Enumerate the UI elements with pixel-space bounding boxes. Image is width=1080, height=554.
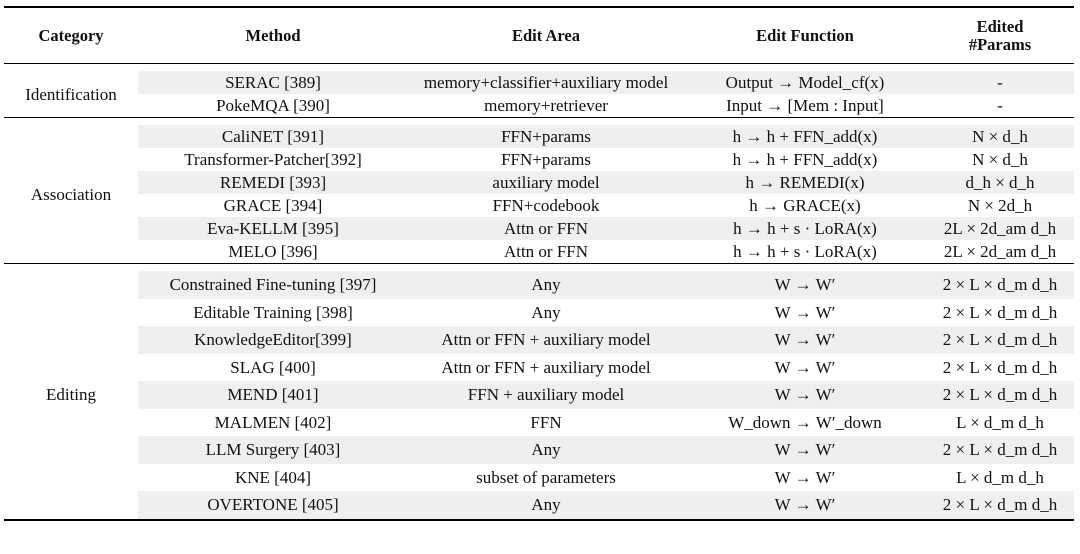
table-row xyxy=(4,217,1074,240)
table-row xyxy=(4,464,1074,492)
edited-params-cell: - xyxy=(926,71,1074,94)
caption-remnant xyxy=(0,0,1080,4)
method-cell: OVERTONE [405] xyxy=(138,491,408,520)
edited-params-cell: d_h × d_h xyxy=(926,171,1074,194)
table-row xyxy=(4,436,1074,464)
category-cell: Identification xyxy=(4,71,138,118)
edit-function-cell: h → h + s · LoRA(x) xyxy=(684,217,926,240)
category-cell: Editing xyxy=(4,271,138,520)
edited-params-cell: 2 × L × d_m d_h xyxy=(926,381,1074,409)
edit-function-cell: W_down → W′_down xyxy=(728,412,882,432)
edit-function-cell: W → W′ xyxy=(684,381,926,409)
edit-area-cell: auxiliary model xyxy=(408,171,684,194)
method-cell: Constrained Fine-tuning [397] xyxy=(138,271,408,299)
methods-table xyxy=(4,6,1074,521)
edited-params-cell: 2 × L × d_m d_h xyxy=(926,491,1074,520)
edit-area-cell: FFN + auxiliary model xyxy=(408,381,684,409)
table-row xyxy=(4,354,1074,382)
edit-area-cell: Attn or FFN + auxiliary model xyxy=(441,357,651,377)
table-row xyxy=(4,326,1074,354)
edited-params-cell: 2L × 2d_am d_h xyxy=(926,217,1074,240)
table-body xyxy=(4,64,1074,520)
table-row xyxy=(4,148,1074,171)
method-cell: LLM Surgery [403] xyxy=(138,436,408,464)
edit-area-cell: Any xyxy=(408,271,684,299)
edit-function-cell: Output → Model_cf(x) xyxy=(684,71,926,94)
edit-function-cell: Input → [Mem : Input] xyxy=(726,96,884,115)
method-cell: SERAC [389] xyxy=(138,71,408,94)
method-cell: SLAG [400] xyxy=(230,357,316,377)
table-row xyxy=(4,491,1074,520)
method-cell: Eva-KELLM [395] xyxy=(138,217,408,240)
method-cell: PokeMQA [390] xyxy=(216,96,330,115)
edited-params-cell: 2 × L × d_m d_h xyxy=(926,326,1074,354)
header-edited-params: Edited #Params xyxy=(968,16,1032,54)
header-edit-function: Edit Function xyxy=(756,25,854,45)
edit-function-cell: W → W′ xyxy=(774,467,836,487)
header-category: Category xyxy=(38,25,104,45)
method-cell: KnowledgeEditor[399] xyxy=(138,326,408,354)
edit-area-cell: FFN xyxy=(530,412,562,432)
table-row xyxy=(4,71,1074,94)
group-spacer xyxy=(4,64,1074,72)
edit-area-cell: subset of parameters xyxy=(476,467,616,487)
edit-area-cell: memory+classifier+auxiliary model xyxy=(408,71,684,94)
table-row xyxy=(4,240,1074,264)
method-cell: GRACE [394] xyxy=(223,196,323,215)
edit-function-cell: h → GRACE(x) xyxy=(749,196,861,215)
method-cell: Transformer-Patcher[392] xyxy=(184,150,362,169)
edited-params-cell: 2L × 2d_am d_h xyxy=(943,242,1057,261)
header-edit-area: Edit Area xyxy=(512,25,580,45)
edited-params-cell: L × d_m d_h xyxy=(956,412,1044,432)
edit-function-cell: h → h + FFN_add(x) xyxy=(732,150,878,169)
edited-params-cell: N × d_h xyxy=(926,125,1074,148)
table-row xyxy=(4,94,1074,118)
table-row xyxy=(4,271,1074,299)
table-row xyxy=(4,299,1074,327)
edit-area-cell: Any xyxy=(531,302,561,322)
group-spacer xyxy=(4,118,1074,126)
table-row xyxy=(4,125,1074,148)
edit-area-cell: Any xyxy=(408,436,684,464)
edit-function-cell: h → h + s · LoRA(x) xyxy=(733,242,877,261)
table-row xyxy=(4,171,1074,194)
method-cell: KNE [404] xyxy=(234,467,311,487)
category-cell: Association xyxy=(4,125,138,264)
method-cell: CaliNET [391] xyxy=(138,125,408,148)
edited-params-cell: 2 × L × d_m d_h xyxy=(926,271,1074,299)
edit-area-cell: memory+retriever xyxy=(484,96,608,115)
edit-area-cell: Any xyxy=(408,491,684,520)
header-method: Method xyxy=(245,25,301,45)
edited-params-cell: N × d_h xyxy=(972,150,1028,169)
method-cell: MALMEN [402] xyxy=(214,412,332,432)
table-row xyxy=(4,409,1074,437)
table-row xyxy=(4,194,1074,217)
edit-area-cell: FFN+codebook xyxy=(492,196,600,215)
method-cell: Editable Training [398] xyxy=(193,302,353,322)
edited-params-cell: N × 2d_h xyxy=(967,196,1033,215)
edit-function-cell: h → h + FFN_add(x) xyxy=(684,125,926,148)
method-cell: MELO [396] xyxy=(228,242,318,261)
edit-area-cell: Attn or FFN + auxiliary model xyxy=(408,326,684,354)
method-cell: REMEDI [393] xyxy=(138,171,408,194)
group-spacer xyxy=(4,264,1074,272)
edit-function-cell: W → W′ xyxy=(774,302,836,322)
edit-function-cell: W → W′ xyxy=(684,271,926,299)
edit-area-cell: Attn or FFN xyxy=(408,217,684,240)
table-row xyxy=(4,381,1074,409)
edit-function-cell: W → W′ xyxy=(774,357,836,377)
edited-params-cell: 2 × L × d_m d_h xyxy=(942,302,1058,322)
edit-function-cell: h → REMEDI(x) xyxy=(684,171,926,194)
edited-params-cell: - xyxy=(997,96,1003,115)
edit-area-cell: FFN+params xyxy=(501,150,591,169)
edited-params-cell: L × d_m d_h xyxy=(956,467,1044,487)
edit-function-cell: W → W′ xyxy=(684,491,926,520)
edit-function-cell: W → W′ xyxy=(684,436,926,464)
edit-area-cell: Attn or FFN xyxy=(503,242,589,261)
edited-params-cell: 2 × L × d_m d_h xyxy=(942,357,1058,377)
edit-area-cell: FFN+params xyxy=(408,125,684,148)
edited-params-cell: 2 × L × d_m d_h xyxy=(926,436,1074,464)
edit-function-cell: W → W′ xyxy=(684,326,926,354)
method-cell: MEND [401] xyxy=(138,381,408,409)
